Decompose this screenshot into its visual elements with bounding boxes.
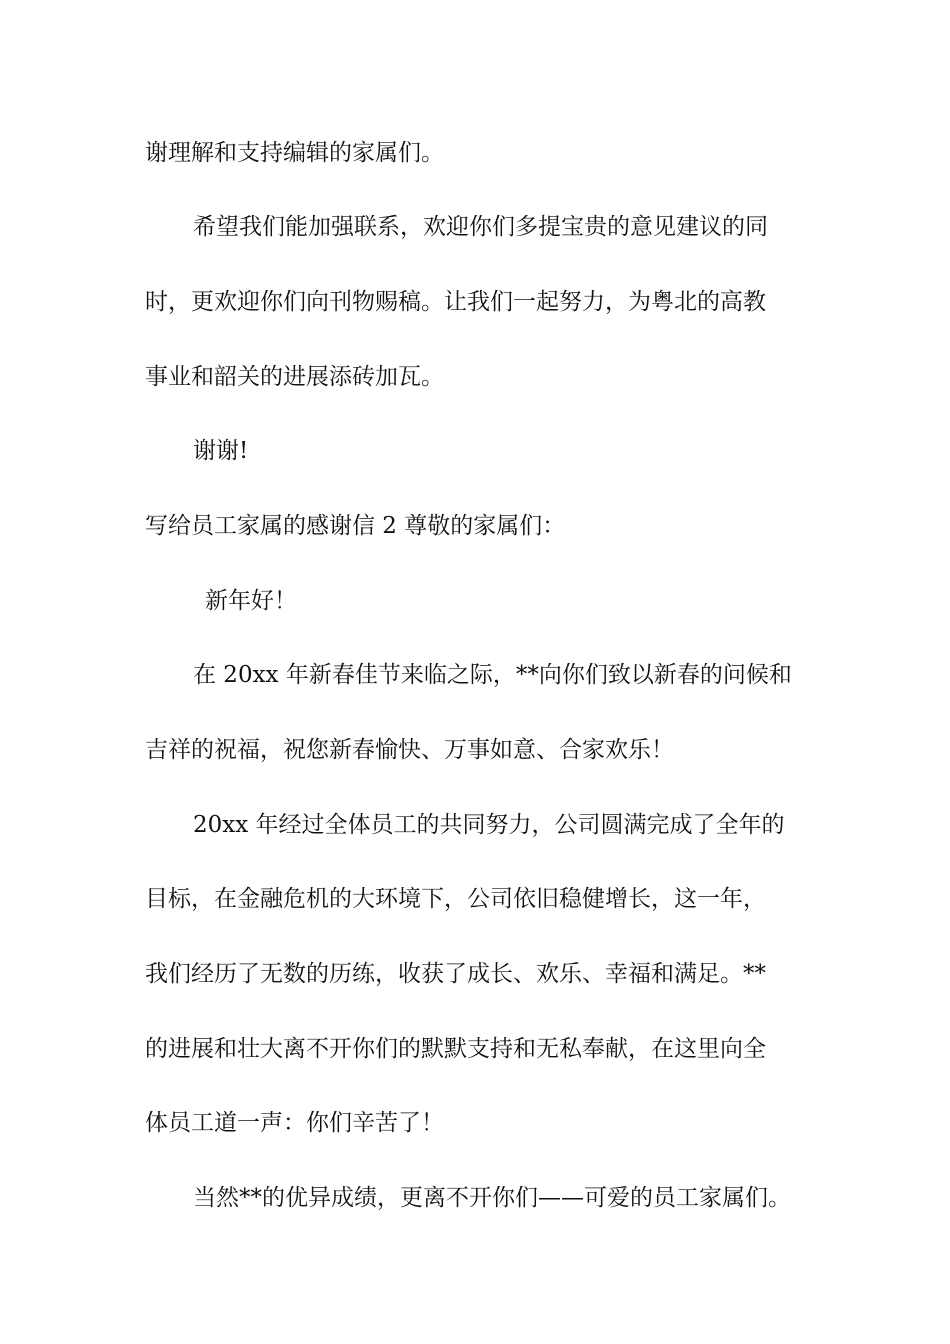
text-line-9: 吉祥的祝福，祝您新春愉快、万事如意、合家欢乐！ <box>145 737 674 763</box>
text-line-2: 希望我们能加强联系，欢迎你们多提宝贵的意见建议的同 <box>193 214 768 240</box>
text-line-6: 写给员工家属的感谢信 2 尊敬的家属们： <box>145 513 566 539</box>
text-line-12: 我们经历了无数的历练，收获了成长、欢乐、幸福和满足。** <box>145 961 766 987</box>
text-line-14: 体员工道一声：你们辛苦了！ <box>145 1110 444 1136</box>
text-line-5: 谢谢! <box>193 438 249 464</box>
text-line-15: 当然**的优异成绩，更离不开你们——可爱的员工家属们。 <box>193 1185 791 1211</box>
text-line-13: 的进展和壮大离不开你们的默默支持和无私奉献，在这里向全 <box>145 1036 766 1062</box>
text-line-11: 目标，在金融危机的大环境下，公司依旧稳健增长，这一年， <box>145 886 766 912</box>
text-line-10: 20xx 年经过全体员工的共同努力，公司圆满完成了全年的 <box>193 812 785 838</box>
text-line-7: 新年好！ <box>205 588 297 614</box>
text-line-3: 时，更欢迎你们向刊物赐稿。让我们一起努力，为粤北的高教 <box>145 289 766 315</box>
text-line-4: 事业和韶关的进展添砖加瓦。 <box>145 364 444 390</box>
text-line-1: 谢理解和支持编辑的家属们。 <box>145 140 444 166</box>
text-line-8: 在 20xx 年新春佳节来临之际，**向你们致以新春的问候和 <box>193 662 792 688</box>
